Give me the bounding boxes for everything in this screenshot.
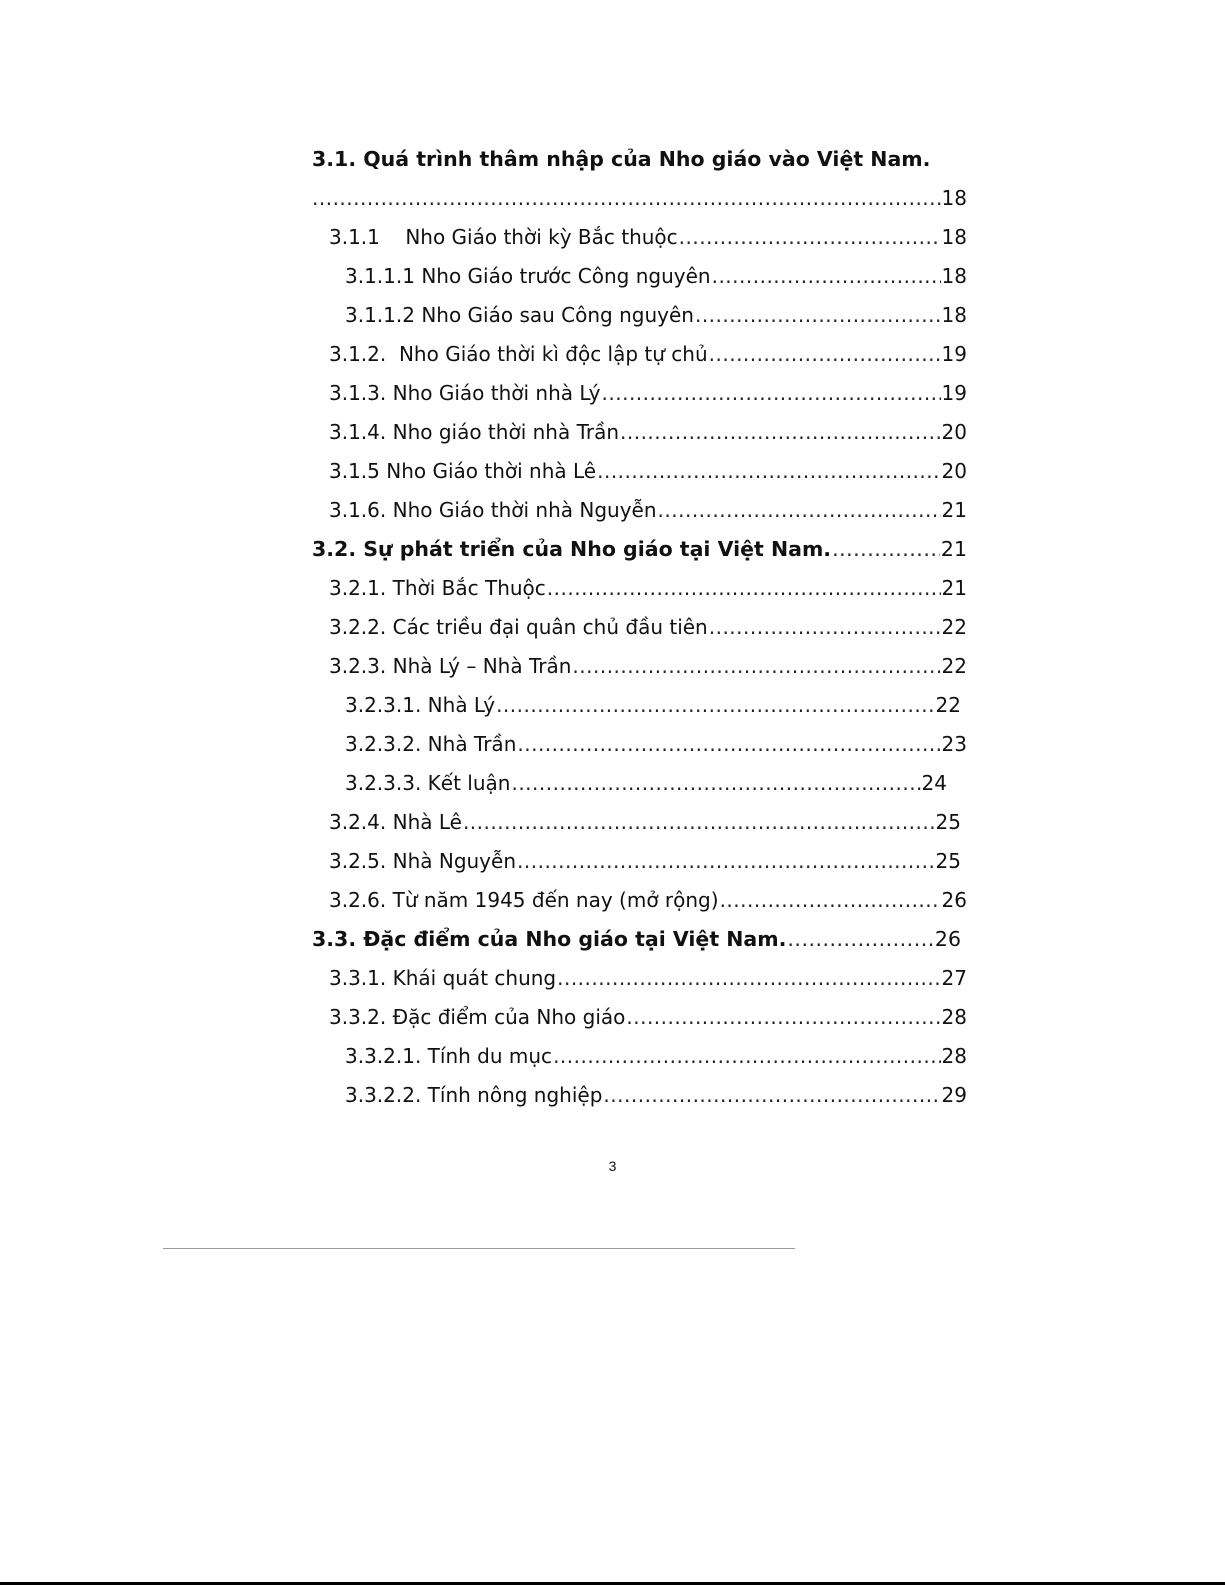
toc-entry[interactable] [312, 413, 967, 452]
toc-entry-label: 3.2.2. Các triều đại quân chủ đầu tiên [329, 615, 708, 639]
toc-entry-label: 3.3.1. Khái quát chung [329, 966, 557, 990]
toc-entry[interactable] [312, 998, 967, 1037]
toc-heading-3-1[interactable] [312, 140, 967, 179]
toc-heading-3-3[interactable] [312, 920, 967, 959]
toc-entry[interactable] [312, 881, 967, 920]
toc-entry-label: 3.1.5 Nho Giáo thời nhà Lê [329, 459, 597, 483]
toc-dot-leader [712, 257, 941, 296]
toc-page-number: 18 [941, 264, 967, 288]
toc-entry[interactable] [312, 842, 967, 881]
toc-dot-leader [517, 842, 935, 881]
toc-entry[interactable] [312, 647, 967, 686]
toc-entry-label: 3.3. Đặc điểm của Nho giáo tại Việt Nam. [312, 927, 787, 951]
toc-dot-leader [511, 764, 920, 803]
toc-page-number: 21 [940, 537, 967, 561]
toc-dot-leader [720, 881, 941, 920]
toc-dot-leader [553, 1037, 940, 1076]
toc-dot-leader [832, 530, 940, 569]
toc-heading-3-1-leader[interactable] [312, 179, 967, 218]
footer-divider [163, 1248, 795, 1249]
toc-page-number: 19 [941, 381, 967, 405]
toc-dot-leader [679, 218, 941, 257]
toc-dot-leader [602, 374, 941, 413]
toc-entry[interactable] [312, 491, 967, 530]
toc-entry-label: 3.2.4. Nhà Lê [329, 810, 462, 834]
toc-page-number: 22 [935, 693, 961, 717]
toc-entry[interactable] [312, 296, 967, 335]
toc-page-number: 27 [941, 966, 967, 990]
toc-page-number: 22 [941, 615, 967, 639]
toc-page-number: 29 [941, 1083, 967, 1107]
toc-page-number: 24 [921, 771, 947, 795]
toc-dot-leader [626, 998, 940, 1037]
toc-entry-label: 3.1.3. Nho Giáo thời nhà Lý [329, 381, 601, 405]
toc-entry[interactable] [312, 335, 967, 374]
toc-page-number: 25 [935, 810, 961, 834]
toc-page-number: 25 [935, 849, 961, 873]
toc-dot-leader [787, 920, 934, 959]
page-number: 3 [608, 1158, 617, 1174]
toc-entry-label: 3.2.5. Nhà Nguyễn [329, 849, 517, 873]
toc-dot-leader [517, 725, 940, 764]
toc-dot-leader [709, 335, 941, 374]
toc-entry-label: 3.2. Sự phát triển của Nho giáo tại Việt Nam. [312, 537, 832, 561]
toc-entry-label: 3.1.4. Nho giáo thời nhà Trần [329, 420, 619, 444]
toc-entry-label: 3.2.1. Thời Bắc Thuộc [329, 576, 546, 600]
toc-entry-label: 3.2.3.1. Nhà Lý [345, 693, 496, 717]
toc-page-number: 18 [941, 303, 967, 327]
toc-page-number: 23 [941, 732, 967, 756]
toc-dot-leader [312, 179, 941, 218]
toc-entry-label: 3.1.1.2 Nho Giáo sau Công nguyên [345, 303, 694, 327]
toc-page-number: 28 [941, 1005, 967, 1029]
toc-dot-leader [658, 491, 941, 530]
toc-entry-label: 3.1.6. Nho Giáo thời nhà Nguyễn [329, 498, 657, 522]
toc-entry-label: 3.3.2.2. Tính nông nghiệp [345, 1083, 603, 1107]
toc-dot-leader [547, 569, 941, 608]
toc-entry[interactable] [312, 959, 967, 998]
toc-entry[interactable] [312, 257, 967, 296]
toc-page-number: 21 [941, 498, 967, 522]
toc-entry[interactable] [312, 1076, 967, 1115]
toc-page-number: 21 [941, 576, 967, 600]
toc-page-number: 28 [941, 1044, 967, 1068]
toc-entry-label: 3.3.2. Đặc điểm của Nho giáo [329, 1005, 626, 1029]
toc-entry-label: 3.2.3. Nhà Lý – Nhà Trần [329, 654, 572, 678]
toc-entry-label: 3.1.2. Nho Giáo thời kì độc lập tự chủ [329, 342, 708, 366]
toc-page-number: 26 [941, 888, 967, 912]
toc-entry[interactable] [312, 1037, 967, 1076]
toc-dot-leader [695, 296, 941, 335]
toc-entry-label: 3.3.2.1. Tính du mục [345, 1044, 553, 1068]
toc-dot-leader [572, 647, 940, 686]
toc-page-number: 19 [941, 342, 967, 366]
toc-entry[interactable] [312, 374, 967, 413]
toc-page-number: 20 [941, 420, 967, 444]
table-of-contents [312, 140, 967, 1115]
toc-entry-label: 3.1.1 Nho Giáo thời kỳ Bắc thuộc [329, 225, 678, 249]
toc-entry[interactable] [312, 764, 967, 803]
toc-page-number: 26 [934, 927, 961, 951]
toc-dot-leader [496, 686, 934, 725]
toc-dot-leader [597, 452, 940, 491]
toc-entry-label: 3.2.3.3. Kết luận [345, 771, 511, 795]
toc-dot-leader [620, 413, 941, 452]
toc-entry[interactable] [312, 803, 967, 842]
toc-dot-leader [557, 959, 940, 998]
toc-entry[interactable] [312, 569, 967, 608]
toc-entry[interactable] [312, 686, 967, 725]
toc-heading-3-2[interactable] [312, 530, 967, 569]
toc-entry[interactable] [312, 452, 967, 491]
toc-entry[interactable] [312, 218, 967, 257]
toc-dot-leader [603, 1076, 940, 1115]
toc-entry[interactable] [312, 725, 967, 764]
toc-entry-label: 3.1. Quá trình thâm nhập của Nho giáo vào Việt Nam. [312, 147, 931, 171]
toc-page-number: 20 [941, 459, 967, 483]
toc-entry-label: 3.1.1.1 Nho Giáo trước Công nguyên [345, 264, 711, 288]
toc-entry-label: 3.2.6. Từ năm 1945 đến nay (mở rộng) [329, 888, 719, 912]
toc-page-number: 18 [941, 225, 967, 249]
toc-entry[interactable] [312, 608, 967, 647]
toc-dot-leader [463, 803, 935, 842]
toc-entry-label: 3.2.3.2. Nhà Trần [345, 732, 517, 756]
toc-page-number: 22 [941, 654, 967, 678]
toc-dot-leader [709, 608, 941, 647]
toc-page-number: 18 [941, 186, 967, 210]
